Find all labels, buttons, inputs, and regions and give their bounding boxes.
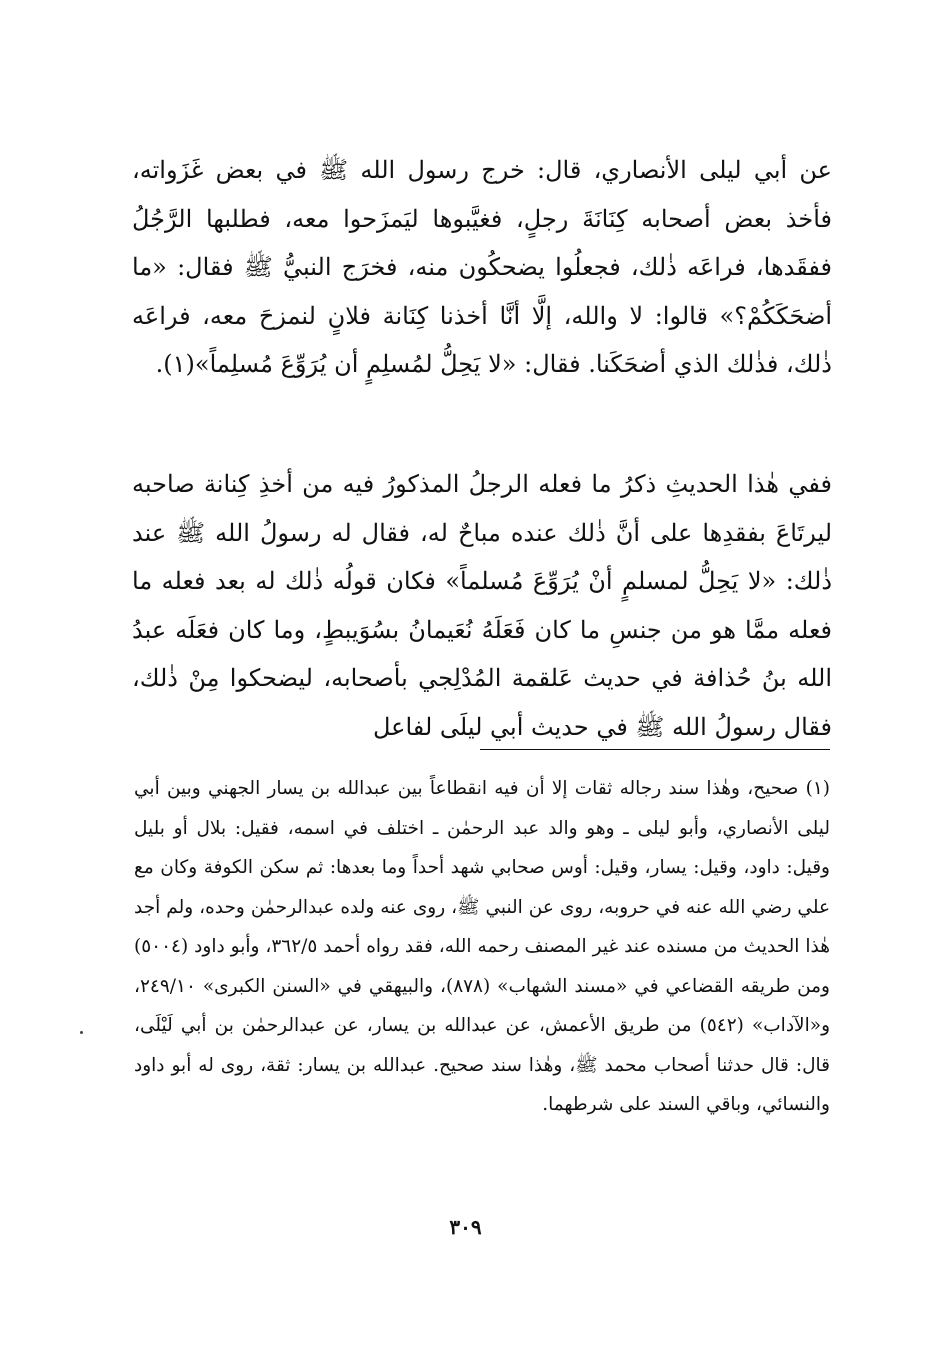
footnote-1: (١) صحيح، وهٰذا سند رجاله ثقات إلا أن فيه انقطاعاً بين عبدالله بن يسار الجهني وبين أبي ليلى الأنصاري، وأبو ليلى ـ وهو والد عبد الرحمٰن ـ اختلف في اسمه، فقيل: بلال أو بليل وقيل: داود، وقيل: يسار، وقيل: أوس صحابي شهد أحداً وما بعدها: ثم سكن الكوفة وكان مع علي رضي الله عنه في حروبه، روى عن النبي ﷺ، روى عنه ولده عبدالرحمٰن وحده، ولم أجد هٰذا الحديث من مسنده عند غير المصنف رحمه الله، فقد رواه أحمد ٣٦٢/٥، وأبو داود (٥٠٠٤) ومن طريقه القضاعي في «مسند الشهاب» (٨٧٨)، والبيهقي في «السنن الكبرى» ٢٤٩/١٠، و«الآداب» (٥٤٢) من طريق الأعمش، عن عبدالله بن يسار، عن عبدالرحمٰن بن أبي لَيْلَى، قال: قال حدثنا أصحاب محمد ﷺ، وهٰذا سند صحيح. عبدالله بن يسار: ثقة، روى له أبو داود والنسائي، وباقي السند على شرطهما. — [134, 778, 831, 1115]
body-paragraph-1: عن أبي ليلى الأنصاري، قال: خرج رسول الله ﷺ في بعض غَزَواته، فأخذ بعض أصحابه كِنَانَةَ رجلٍ، فغيَّبوها ليَمزَحوا معه، فطلبها الرَّجُلُ ففقَدها، فراعَه ذٰلك، فجعلُوا يضحكُون منه، فخرَج النبيُّ ﷺ فقال: «ما أضحَكَكُمْ؟» قالوا: لا والله، إلَّا أنَّا أخذنا كِنَانة فلانٍ لنمزحَ معه، فراعَه ذٰلك، فذٰلك الذي أضحَكَنا. فقال: «لا يَحِلُّ لمُسلِمٍ أن يُرَوِّعَ مُسلِماً»(١). — [132, 156, 832, 379]
footnote-separator — [480, 749, 830, 750]
body-paragraph-2: ففي هٰذا الحديثِ ذكرُ ما فعله الرجلُ المذكورُ فيه من أخذِ كِنانة صاحبه ليرتَاعَ بفقدِها على أنَّ ذٰلك عنده مباحٌ له، فقال له رسولُ الله ﷺ عند ذٰلك: «لا يَحِلُّ لمسلمٍ أنْ يُرَوِّعَ مُسلماً» فكان قولُه ذٰلك له بعد فعله ما فعله ممَّا هو من جنسِ ما كان فَعَلَهُ نُعَيمانُ بسُوَيبطٍ، وما كان فعَلَه عبدُ الله بنُ حُذافة في حديث عَلقمة المُدْلِجي بأصحابه، ليضحكوا مِنْ ذٰلك، فقال رسولُ الله ﷺ في حديث أبي ليلَى لفاعل — [132, 470, 832, 741]
page-number: ٣٠٩ — [449, 1215, 482, 1239]
scan-speck — [80, 1031, 83, 1034]
